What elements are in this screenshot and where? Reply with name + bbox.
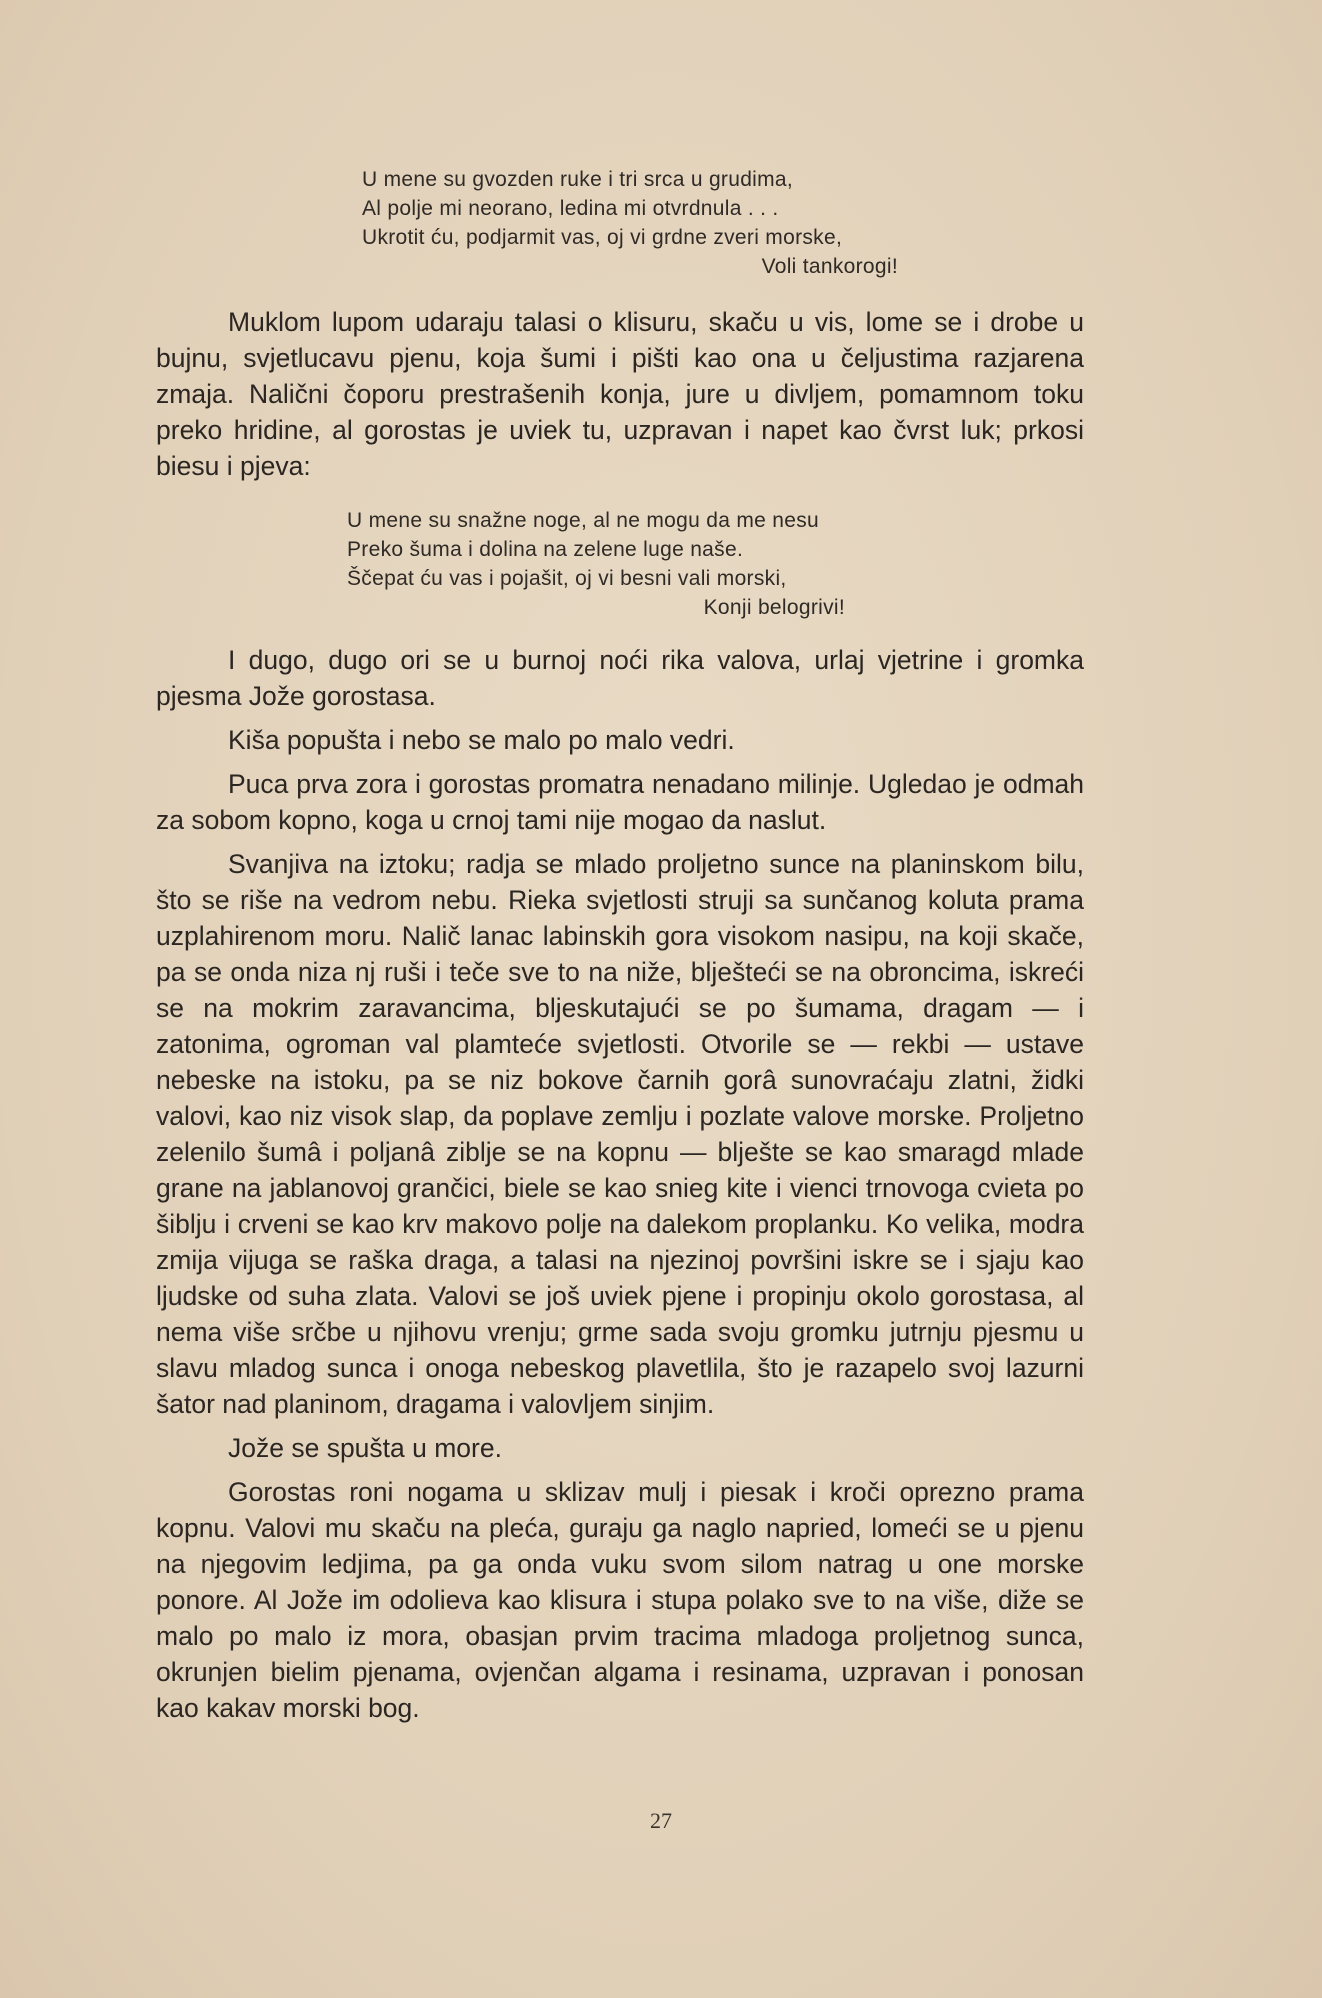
paragraph: Kiša popušta i nebo se malo po malo vedri. [228,725,735,755]
prose-block-2 [156,642,1084,1734]
paragraph: I dugo, dugo ori se u burnoj noći rika valova, urlaj vjetrine i gromka pjesma Jože gorostasa. [156,645,1084,711]
paragraph: Muklom lupom udaraju talasi o klisuru, skaču u vis, lome se i drobe u bujnu, svjetlucavu pjenu, koja šumi i pišti kao ona u čeljustima razjarena zmaja. Nalični čoporu prestrašenih konja, jure u divljem, pomamnom toku preko hridine, al gorostas je uviek tu, uzpravan i napet kao čvrst luk; prkosi biesu i pjeva: [156,307,1084,481]
paragraph: Puca prva zora i gorostas promatra nenadano milinje. Ugledao je odmah za sobom kopno, koga u crnoj tami nije mogao da naslut. [156,769,1084,835]
verse-line: Ukrotit ću, podjarmit vas, oj vi grdne zveri morske, [362,226,843,249]
verse-refrain: Voli tankorogi! [761,255,898,278]
verse-stanza-1 [362,165,986,281]
paragraph: Gorostas roni nogama u sklizav mulj i piesak i kroči oprezno prama kopnu. Valovi mu skaču na pleća, guraju ga naglo napried, lomeći se u pjenu na njegovim ledjima, pa ga onda vuku svom silom natrag u one morske ponore. Al Jože im odolieva kao klisura i stupa polako sve to na više, diže se malo po malo iz mora, obasjan prvim tracima mladoga proljetnog sunca, okrunjen bielim pjenama, ovjenčan algama i resinama, uzpravan i ponosan kao kakav morski bog. [156,1477,1084,1723]
verse-line: U mene su gvozden ruke i tri srca u grudima, [362,168,794,191]
prose-block-1 [156,304,1084,492]
verse-line: Ščepat ću vas i pojašit, oj vi besni vali morski, [347,567,787,590]
verse-line: Al polje mi neorano, ledina mi otvrdnula . . . [362,197,779,220]
verse-line: U mene su snažne noge, al ne mogu da me nesu [347,509,819,532]
paragraph: Jože se spušta u more. [228,1433,502,1463]
page-number: 27 [650,1808,672,1833]
verse-refrain: Konji belogrivi! [703,596,845,619]
verse-line: Preko šuma i dolina na zelene luge naše. [347,538,744,561]
verse-stanza-2 [347,506,885,622]
paragraph: Svanjiva na iztoku; radja se mlado proljetno sunce na planinskom bilu, što se riše na vedrom nebu. Rieka svjetlosti struji sa sunčanog koluta prama uzplahirenom moru. Nalič lanac labinskih gora visokom nasipu, na koji skače, pa se onda niza nj ruši i teče sve to na niže, blješteći se na obroncima, iskreći se na mokrim zaravancima, bljeskutajući se po šumama, dragam — i zatonima, ogroman val plamteće svjetlosti. Otvorile se — rekbi — ustave nebeske na istoku, pa se niz bokove čarnih gorâ sunovraćaju zlatni, židki valovi, kao niz visok slap, da poplave zemlju i pozlate valove morske. Proljetno zelenilo šumâ i poljanâ ziblje se na kopnu — blješte se kao smaragd mlade grane na jablanovoj grančici, biele se kao snieg kite i vienci trnovoga cvieta po šiblju i crveni se kao krv makovo polje na dalekom proplanku. Ko velika, modra zmija vijuga se raška draga, a talasi na njezinoj površini iskre se i sjaju kao ljudske od suha zlata. Valovi se još uviek pjene i propinju okolo gorostasa, al nema više srčbe u njihovu vrenju; grme sada svoju gromku jutrnju pjesmu u slavu mladog sunca i onoga nebeskog plavetlila, što je razapelo svoj lazurni šator nad planinom, dragama i valovljem sinjim. [156,849,1084,1419]
